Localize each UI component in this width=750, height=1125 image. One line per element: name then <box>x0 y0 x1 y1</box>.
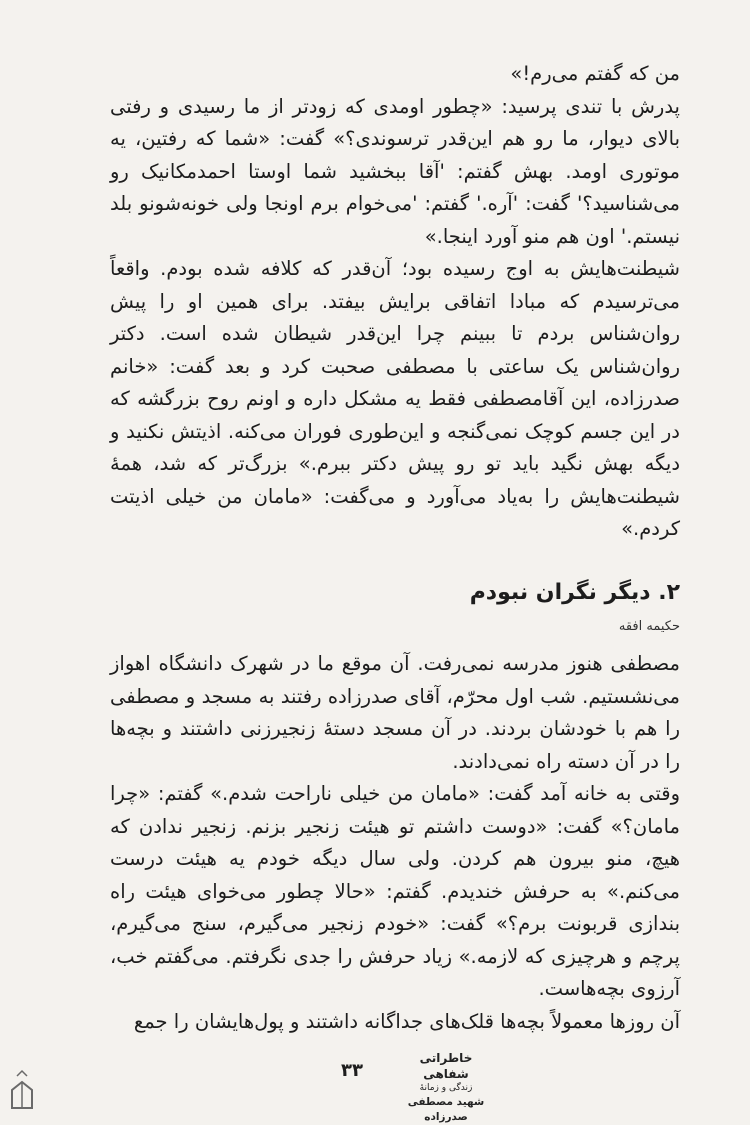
section-heading: ۲. دیگر نگران نبودم <box>469 580 680 605</box>
paragraph: آن روزها معمولاً بچه‌ها قلک‌های جداگانه داشتند و پول‌هایشان را جمع <box>133 1009 680 1033</box>
paragraph: مصطفی هنوز مدرسه نمی‌رفت. آن موقع ما در شهرک دانشگاه اهواز می‌نشستیم. شب اول محرّم، آقای صدرزاده رفتند به مسجد و مصطفی را هم با خودشان بردند. در آن مسجد دستهٔ زنجیرزنی داشتند و بچه‌ها را در آن دسته راه نمی‌دادند. <box>110 652 680 773</box>
paragraph: وقتی به خانه آمد گفت: «مامان من خیلی ناراحت شدم.» گفتم: «چرا مامان؟» گفت: «دوست داشتم تو هیئت زنجیر بزنم. زنجیر ندادن که هیچ، منو بیرون هم کردن. ولی سال دیگه خودم یه هیئت درست می‌کنم.» به حرفش خندیدم. گفتم: «حالا چطور می‌خوای هیئت راه بندازی قربونت برم؟» گفت: «خودم زنجیر می‌گیرم، سنج می‌گیرم، پرچم و هرچیزی که لازمه.» زیاد حرفش را جدی نگرفتم. می‌گفتم خب، آرزوی بچه‌هاست. <box>110 782 680 1000</box>
series-subtitle: زندگی و زمانهٔ <box>419 1083 473 1093</box>
publisher-logo-icon <box>6 1068 38 1116</box>
paragraph: پدرش با تندی پرسید: «چطور اومدی که زودتر از ما رسیدی و رفتی بالای دیوار، ما رو هم این‌قدر ترسوندی؟» گفت: «شما که رفتین، یه موتوری اومد. بهش گفتم: 'آقا ببخشید شما اوستا احمدمکانیک رو می‌شناسید؟' گفت: 'آره.' گفتم: 'می‌خوام برم اونجا ولی خونه‌شونو بلد نیستم.' اون هم منو آورد اینجا.» <box>110 94 680 248</box>
page-number: ۳۳ <box>341 1060 363 1081</box>
paragraph: شیطنت‌هایش به اوج رسیده بود؛ آن‌قدر که کلافه شده بودم. واقعاً می‌ترسیدم که مبادا اتفاقی برایش بیفتد. برای همین او را پیش روان‌شناس بردم تا ببینم چرا این‌قدر شیطان شده است. دکتر روان‌شناس یک ساعتی با مصطفی صحبت کرد و بعد گفت: «خانم صدرزاده، این آقامصطفی فقط یه مشکل داره و اونم روح بزرگشه که در این جسم کوچک نمی‌گنجه و این‌طوری فوران می‌کنه. اذیتش نکنید و دیگه بهش نگید باید تو رو پیش دکتر ببرم.» بزرگ‌تر که شد، همهٔ شیطنت‌هایش را به‌یاد می‌آورد و می‌گفت: «مامان من خیلی اذیتت کردم.» <box>110 257 680 540</box>
paragraph: من که گفتم می‌رم!» <box>510 62 680 85</box>
series-logo <box>396 1050 496 1123</box>
series-name: شهید مصطفی صدرزاده <box>407 1096 485 1123</box>
series-title: خاطراتی شفاهی <box>419 1051 473 1081</box>
section-1-text <box>110 58 680 546</box>
author-name: حکیمه افقه <box>618 619 680 634</box>
section-2-text <box>110 648 680 1038</box>
